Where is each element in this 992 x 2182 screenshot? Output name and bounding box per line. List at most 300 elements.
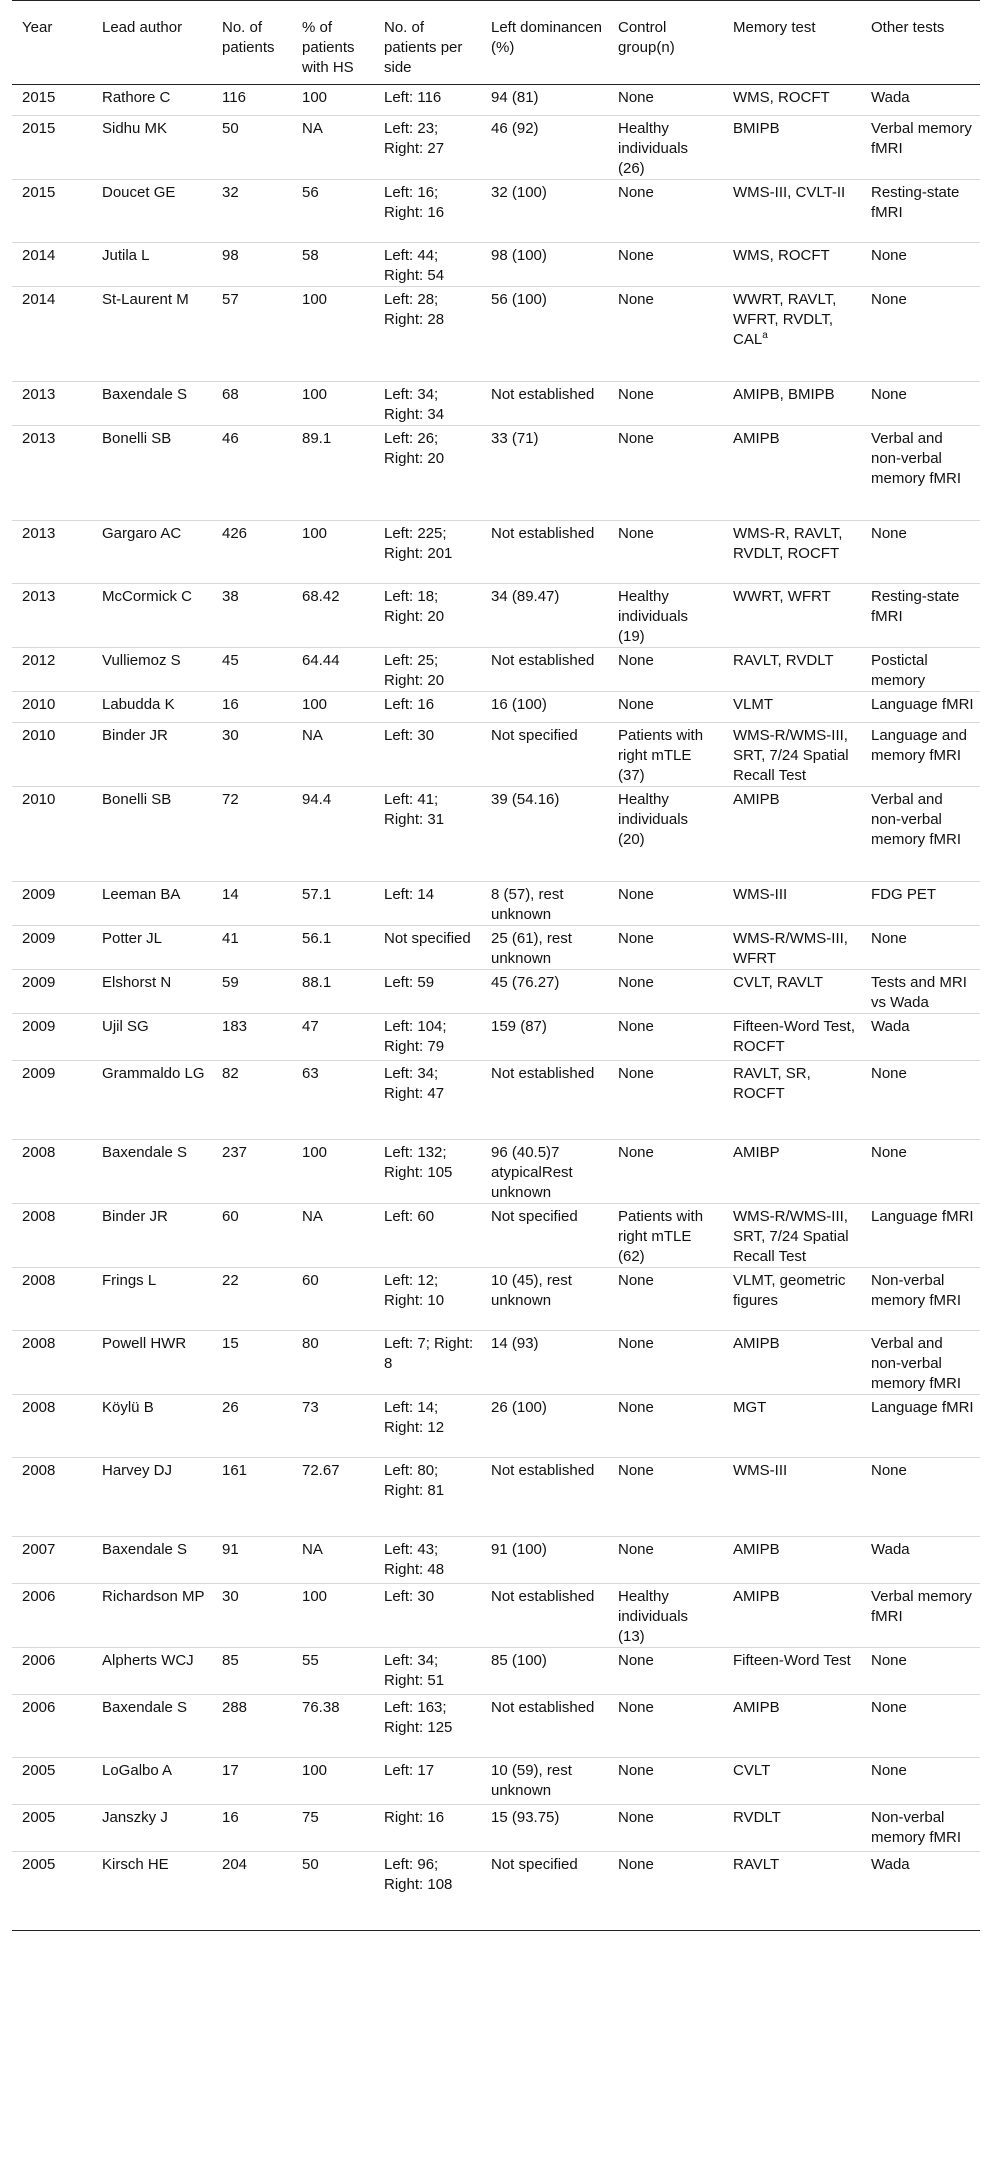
other-tests-cell: Wada — [861, 1537, 980, 1584]
per-side-cell: Left: 34; Right: 47 — [374, 1061, 481, 1140]
other-tests-cell: None — [861, 521, 980, 584]
other-tests-cell: Verbal memory fMRI — [861, 1584, 980, 1648]
patients-cell: 85 — [212, 1648, 292, 1695]
patients-cell: 288 — [212, 1695, 292, 1758]
left-dominance-cell: 10 (59), rest unknown — [481, 1758, 608, 1805]
memory-test-cell: WMS, ROCFT — [723, 243, 861, 287]
memory-test-cell: CVLT, RAVLT — [723, 970, 861, 1014]
table-row — [12, 382, 980, 426]
per-side-cell: Left: 132; Right: 105 — [374, 1140, 481, 1204]
pct-hs-cell: 100 — [292, 1584, 374, 1648]
other-tests-cell: None — [861, 926, 980, 970]
author-cell: Richardson MP — [92, 1584, 212, 1648]
table-row — [12, 723, 980, 787]
per-side-cell: Left: 12; Right: 10 — [374, 1268, 481, 1331]
author-cell: LoGalbo A — [92, 1758, 212, 1805]
per-side-cell: Left: 34; Right: 51 — [374, 1648, 481, 1695]
per-side-cell: Left: 96; Right: 108 — [374, 1852, 481, 1931]
control-group-cell: None — [608, 426, 723, 521]
per-side-cell: Right: 16 — [374, 1805, 481, 1852]
pct-hs-cell: 100 — [292, 287, 374, 382]
per-side-cell: Left: 59 — [374, 970, 481, 1014]
left-dominance-cell: Not established — [481, 1584, 608, 1648]
author-cell: Baxendale S — [92, 1140, 212, 1204]
control-group-cell: None — [608, 882, 723, 926]
patients-cell: 45 — [212, 648, 292, 692]
year-cell: 2013 — [12, 426, 92, 521]
table-row — [12, 85, 980, 116]
year-cell: 2009 — [12, 926, 92, 970]
year-cell: 2005 — [12, 1805, 92, 1852]
left-dominance-cell: Not established — [481, 521, 608, 584]
year-cell: 2015 — [12, 85, 92, 116]
table-row — [12, 243, 980, 287]
year-cell: 2014 — [12, 243, 92, 287]
other-tests-cell: None — [861, 1758, 980, 1805]
year-cell: 2008 — [12, 1331, 92, 1395]
pct-hs-cell: 72.67 — [292, 1458, 374, 1537]
memory-test-cell: WMS-III, CVLT-II — [723, 180, 861, 243]
per-side-cell: Left: 14 — [374, 882, 481, 926]
left-dominance-cell: Not established — [481, 1061, 608, 1140]
table-row — [12, 1014, 980, 1061]
other-tests-cell: Verbal and non-verbal memory fMRI — [861, 1331, 980, 1395]
per-side-cell: Left: 104; Right: 79 — [374, 1014, 481, 1061]
table-row — [12, 882, 980, 926]
year-cell: 2014 — [12, 287, 92, 382]
author-cell: Harvey DJ — [92, 1458, 212, 1537]
memory-test-cell: WMS-III — [723, 1458, 861, 1537]
pct-hs-cell: 64.44 — [292, 648, 374, 692]
table-row — [12, 1395, 980, 1458]
table-row — [12, 1537, 980, 1584]
memory-test-cell: Fifteen-Word Test — [723, 1648, 861, 1695]
patients-cell: 426 — [212, 521, 292, 584]
memory-test-cell: AMIPB — [723, 1537, 861, 1584]
per-side-cell: Left: 116 — [374, 85, 481, 116]
author-cell: Alpherts WCJ — [92, 1648, 212, 1695]
left-dominance-cell: 16 (100) — [481, 692, 608, 723]
control-group-cell: None — [608, 1758, 723, 1805]
memory-test-cell: WMS-R, RAVLT, RVDLT, ROCFT — [723, 521, 861, 584]
patients-cell: 183 — [212, 1014, 292, 1061]
table-row — [12, 1140, 980, 1204]
per-side-cell: Left: 23; Right: 27 — [374, 116, 481, 180]
left-dominance-cell: Not established — [481, 382, 608, 426]
control-group-cell: Healthy individuals (19) — [608, 584, 723, 648]
control-group-cell: None — [608, 648, 723, 692]
year-cell: 2006 — [12, 1695, 92, 1758]
other-tests-cell: Wada — [861, 85, 980, 116]
left-dominance-cell: 45 (76.27) — [481, 970, 608, 1014]
other-tests-cell: Language and memory fMRI — [861, 723, 980, 787]
control-group-cell: Patients with right mTLE (62) — [608, 1204, 723, 1268]
other-tests-cell: Verbal memory fMRI — [861, 116, 980, 180]
col-header-pct-hs: % of patients with HS — [292, 1, 374, 85]
table-row — [12, 584, 980, 648]
left-dominance-cell: 8 (57), rest unknown — [481, 882, 608, 926]
per-side-cell: Not specified — [374, 926, 481, 970]
year-cell: 2015 — [12, 116, 92, 180]
left-dominance-cell: 14 (93) — [481, 1331, 608, 1395]
pct-hs-cell: 56.1 — [292, 926, 374, 970]
author-cell: Leeman BA — [92, 882, 212, 926]
patients-cell: 38 — [212, 584, 292, 648]
left-dominance-cell: 26 (100) — [481, 1395, 608, 1458]
pct-hs-cell: 47 — [292, 1014, 374, 1061]
year-cell: 2013 — [12, 521, 92, 584]
control-group-cell: None — [608, 1014, 723, 1061]
control-group-cell: None — [608, 926, 723, 970]
other-tests-cell: None — [861, 1695, 980, 1758]
left-dominance-cell: 15 (93.75) — [481, 1805, 608, 1852]
per-side-cell: Left: 16 — [374, 692, 481, 723]
memory-test-cell: AMIPB — [723, 1584, 861, 1648]
patients-cell: 237 — [212, 1140, 292, 1204]
table-row — [12, 116, 980, 180]
left-dominance-cell: Not specified — [481, 1204, 608, 1268]
left-dominance-cell: 25 (61), rest unknown — [481, 926, 608, 970]
year-cell: 2010 — [12, 787, 92, 882]
patients-cell: 41 — [212, 926, 292, 970]
other-tests-cell: None — [861, 1648, 980, 1695]
year-cell: 2015 — [12, 180, 92, 243]
pct-hs-cell: 75 — [292, 1805, 374, 1852]
patients-cell: 50 — [212, 116, 292, 180]
table-row — [12, 1695, 980, 1758]
other-tests-cell: None — [861, 382, 980, 426]
left-dominance-cell: 10 (45), rest unknown — [481, 1268, 608, 1331]
pct-hs-cell: 100 — [292, 1140, 374, 1204]
author-cell: Janszky J — [92, 1805, 212, 1852]
left-dominance-cell: 94 (81) — [481, 85, 608, 116]
memory-test-cell: AMIBP — [723, 1140, 861, 1204]
control-group-cell: Healthy individuals (26) — [608, 116, 723, 180]
year-cell: 2005 — [12, 1852, 92, 1931]
patients-cell: 30 — [212, 723, 292, 787]
other-tests-cell: Language fMRI — [861, 1204, 980, 1268]
memory-test-cell: BMIPB — [723, 116, 861, 180]
control-group-cell: None — [608, 970, 723, 1014]
per-side-cell: Left: 163; Right: 125 — [374, 1695, 481, 1758]
patients-cell: 204 — [212, 1852, 292, 1931]
author-cell: Ujil SG — [92, 1014, 212, 1061]
memory-test-cell: WWRT, RAVLT, WFRT, RVDLT, CAL$^a$ — [723, 287, 861, 382]
year-cell: 2009 — [12, 1014, 92, 1061]
other-tests-cell: Non-verbal memory fMRI — [861, 1268, 980, 1331]
year-cell: 2006 — [12, 1648, 92, 1695]
col-header-per-side: No. of patients per side — [374, 1, 481, 85]
control-group-cell: Patients with right mTLE (37) — [608, 723, 723, 787]
memory-test-cell: WMS-R/WMS-III, SRT, 7/24 Spatial Recall Test — [723, 723, 861, 787]
memory-test-cell: RAVLT, SR, ROCFT — [723, 1061, 861, 1140]
author-cell: Binder JR — [92, 1204, 212, 1268]
per-side-cell: Left: 26; Right: 20 — [374, 426, 481, 521]
table-row — [12, 287, 980, 382]
pct-hs-cell: NA — [292, 723, 374, 787]
control-group-cell: None — [608, 85, 723, 116]
table-row — [12, 1204, 980, 1268]
pct-hs-cell: 55 — [292, 1648, 374, 1695]
left-dominance-cell: 98 (100) — [481, 243, 608, 287]
memory-test-cell: AMIPB — [723, 1695, 861, 1758]
year-cell: 2009 — [12, 970, 92, 1014]
patients-cell: 116 — [212, 85, 292, 116]
pct-hs-cell: 63 — [292, 1061, 374, 1140]
patients-cell: 82 — [212, 1061, 292, 1140]
memory-test-cell: AMIPB — [723, 1331, 861, 1395]
table-row — [12, 1061, 980, 1140]
pct-hs-cell: NA — [292, 1537, 374, 1584]
patients-cell: 72 — [212, 787, 292, 882]
col-header-lead-author: Lead author — [92, 1, 212, 85]
table-body — [12, 85, 980, 1931]
other-tests-cell: Resting-state fMRI — [861, 180, 980, 243]
other-tests-cell: Language fMRI — [861, 1395, 980, 1458]
control-group-cell: None — [608, 692, 723, 723]
author-cell: Gargaro AC — [92, 521, 212, 584]
memory-test-cell: VLMT — [723, 692, 861, 723]
memory-test-cell: AMIPB — [723, 787, 861, 882]
per-side-cell: Left: 30 — [374, 1584, 481, 1648]
table-row — [12, 648, 980, 692]
author-cell: Potter JL — [92, 926, 212, 970]
patients-cell: 57 — [212, 287, 292, 382]
patients-cell: 32 — [212, 180, 292, 243]
footnote-mark: a — [762, 330, 768, 341]
control-group-cell: Healthy individuals (13) — [608, 1584, 723, 1648]
author-cell: Baxendale S — [92, 1695, 212, 1758]
pct-hs-cell: 80 — [292, 1331, 374, 1395]
other-tests-cell: Tests and MRI vs Wada — [861, 970, 980, 1014]
pct-hs-cell: 56 — [292, 180, 374, 243]
patients-cell: 59 — [212, 970, 292, 1014]
left-dominance-cell: Not specified — [481, 723, 608, 787]
left-dominance-cell: Not established — [481, 1695, 608, 1758]
table-row — [12, 1648, 980, 1695]
table-row — [12, 1805, 980, 1852]
pct-hs-cell: 100 — [292, 521, 374, 584]
control-group-cell: None — [608, 287, 723, 382]
author-cell: Vulliemoz S — [92, 648, 212, 692]
control-group-cell: None — [608, 243, 723, 287]
control-group-cell: None — [608, 1268, 723, 1331]
control-group-cell: None — [608, 382, 723, 426]
other-tests-cell: None — [861, 287, 980, 382]
control-group-cell: None — [608, 1648, 723, 1695]
left-dominance-cell: 85 (100) — [481, 1648, 608, 1695]
author-cell: St-Laurent M — [92, 287, 212, 382]
author-cell: Sidhu MK — [92, 116, 212, 180]
year-cell: 2006 — [12, 1584, 92, 1648]
patients-cell: 15 — [212, 1331, 292, 1395]
pct-hs-cell: 89.1 — [292, 426, 374, 521]
left-dominance-cell: 96 (40.5)7 atypicalRest unknown — [481, 1140, 608, 1204]
patients-cell: 22 — [212, 1268, 292, 1331]
per-side-cell: Left: 7; Right: 8 — [374, 1331, 481, 1395]
author-cell: Frings L — [92, 1268, 212, 1331]
year-cell: 2008 — [12, 1395, 92, 1458]
pct-hs-cell: 100 — [292, 1758, 374, 1805]
author-cell: Doucet GE — [92, 180, 212, 243]
left-dominance-cell: Not established — [481, 1458, 608, 1537]
patients-cell: 68 — [212, 382, 292, 426]
other-tests-cell: Wada — [861, 1014, 980, 1061]
year-cell: 2008 — [12, 1140, 92, 1204]
per-side-cell: Left: 17 — [374, 1758, 481, 1805]
per-side-cell: Left: 25; Right: 20 — [374, 648, 481, 692]
pct-hs-cell: 100 — [292, 85, 374, 116]
other-tests-cell: None — [861, 1458, 980, 1537]
control-group-cell: None — [608, 1061, 723, 1140]
left-dominance-cell: 32 (100) — [481, 180, 608, 243]
pct-hs-cell: 100 — [292, 382, 374, 426]
author-cell: Kirsch HE — [92, 1852, 212, 1931]
memory-test-cell: Fifteen-Word Test, ROCFT — [723, 1014, 861, 1061]
memory-test-cell: WMS-III — [723, 882, 861, 926]
memory-test-cell: WMS-R/WMS-III, SRT, 7/24 Spatial Recall Test — [723, 1204, 861, 1268]
table-row — [12, 1458, 980, 1537]
col-header-patients: No. of patients — [212, 1, 292, 85]
control-group-cell: None — [608, 1695, 723, 1758]
per-side-cell: Left: 43; Right: 48 — [374, 1537, 481, 1584]
other-tests-cell: Wada — [861, 1852, 980, 1931]
pct-hs-cell: NA — [292, 116, 374, 180]
per-side-cell: Left: 225; Right: 201 — [374, 521, 481, 584]
year-cell: 2009 — [12, 1061, 92, 1140]
table-row — [12, 926, 980, 970]
studies-table — [12, 0, 980, 1931]
other-tests-cell: None — [861, 243, 980, 287]
other-tests-cell: FDG PET — [861, 882, 980, 926]
table-row — [12, 426, 980, 521]
left-dominance-cell: 91 (100) — [481, 1537, 608, 1584]
per-side-cell: Left: 80; Right: 81 — [374, 1458, 481, 1537]
table-row — [12, 1852, 980, 1931]
per-side-cell: Left: 41; Right: 31 — [374, 787, 481, 882]
patients-cell: 161 — [212, 1458, 292, 1537]
author-cell: Baxendale S — [92, 1537, 212, 1584]
other-tests-cell: Resting-state fMRI — [861, 584, 980, 648]
pct-hs-cell: 58 — [292, 243, 374, 287]
left-dominance-cell: Not established — [481, 648, 608, 692]
col-header-other-tests: Other tests — [861, 1, 980, 85]
patients-cell: 30 — [212, 1584, 292, 1648]
table-row — [12, 1584, 980, 1648]
other-tests-cell: Verbal and non-verbal memory fMRI — [861, 426, 980, 521]
author-cell: Grammaldo LG — [92, 1061, 212, 1140]
other-tests-cell: Postictal memory — [861, 648, 980, 692]
memory-test-cell: CVLT — [723, 1758, 861, 1805]
per-side-cell: Left: 14; Right: 12 — [374, 1395, 481, 1458]
control-group-cell: None — [608, 1805, 723, 1852]
control-group-cell: None — [608, 1140, 723, 1204]
author-cell: Elshorst N — [92, 970, 212, 1014]
year-cell: 2010 — [12, 723, 92, 787]
table-row — [12, 521, 980, 584]
author-cell: McCormick C — [92, 584, 212, 648]
author-cell: Köylü B — [92, 1395, 212, 1458]
year-cell: 2010 — [12, 692, 92, 723]
table-container — [12, 0, 980, 1931]
patients-cell: 60 — [212, 1204, 292, 1268]
author-cell: Powell HWR — [92, 1331, 212, 1395]
pct-hs-cell: NA — [292, 1204, 374, 1268]
patients-cell: 16 — [212, 692, 292, 723]
other-tests-cell: Non-verbal memory fMRI — [861, 1805, 980, 1852]
left-dominance-cell: 33 (71) — [481, 426, 608, 521]
header-row — [12, 1, 980, 85]
pct-hs-cell: 57.1 — [292, 882, 374, 926]
patients-cell: 46 — [212, 426, 292, 521]
year-cell: 2008 — [12, 1458, 92, 1537]
patients-cell: 91 — [212, 1537, 292, 1584]
author-cell: Bonelli SB — [92, 787, 212, 882]
year-cell: 2013 — [12, 584, 92, 648]
table-row — [12, 692, 980, 723]
col-header-memory-test: Memory test — [723, 1, 861, 85]
other-tests-cell: None — [861, 1140, 980, 1204]
per-side-cell: Left: 28; Right: 28 — [374, 287, 481, 382]
col-header-year: Year — [12, 1, 92, 85]
memory-test-cell: RVDLT — [723, 1805, 861, 1852]
left-dominance-cell: 39 (54.16) — [481, 787, 608, 882]
pct-hs-cell: 68.42 — [292, 584, 374, 648]
left-dominance-cell: 56 (100) — [481, 287, 608, 382]
left-dominance-cell: 46 (92) — [481, 116, 608, 180]
control-group-cell: None — [608, 1331, 723, 1395]
year-cell: 2005 — [12, 1758, 92, 1805]
pct-hs-cell: 88.1 — [292, 970, 374, 1014]
other-tests-cell: None — [861, 1061, 980, 1140]
author-cell: Labudda K — [92, 692, 212, 723]
patients-cell: 98 — [212, 243, 292, 287]
per-side-cell: Left: 44; Right: 54 — [374, 243, 481, 287]
year-cell: 2008 — [12, 1268, 92, 1331]
memory-test-cell: WMS, ROCFT — [723, 85, 861, 116]
left-dominance-cell: 34 (89.47) — [481, 584, 608, 648]
control-group-cell: None — [608, 1395, 723, 1458]
table-row — [12, 787, 980, 882]
other-tests-cell: Verbal and non-verbal memory fMRI — [861, 787, 980, 882]
year-cell: 2013 — [12, 382, 92, 426]
memory-test-cell: RAVLT, RVDLT — [723, 648, 861, 692]
control-group-cell: Healthy individuals (20) — [608, 787, 723, 882]
table-row — [12, 180, 980, 243]
per-side-cell: Left: 18; Right: 20 — [374, 584, 481, 648]
memory-test-cell: WMS-R/WMS-III, WFRT — [723, 926, 861, 970]
table-row — [12, 1268, 980, 1331]
left-dominance-cell: Not specified — [481, 1852, 608, 1931]
pct-hs-cell: 60 — [292, 1268, 374, 1331]
author-cell: Bonelli SB — [92, 426, 212, 521]
other-tests-cell: Language fMRI — [861, 692, 980, 723]
per-side-cell: Left: 30 — [374, 723, 481, 787]
year-cell: 2009 — [12, 882, 92, 926]
memory-test-cell: VLMT, geometric figures — [723, 1268, 861, 1331]
per-side-cell: Left: 16; Right: 16 — [374, 180, 481, 243]
year-cell: 2007 — [12, 1537, 92, 1584]
control-group-cell: None — [608, 521, 723, 584]
control-group-cell: None — [608, 1458, 723, 1537]
author-cell: Baxendale S — [92, 382, 212, 426]
table-row — [12, 1758, 980, 1805]
year-cell: 2008 — [12, 1204, 92, 1268]
pct-hs-cell: 50 — [292, 1852, 374, 1931]
control-group-cell: None — [608, 1537, 723, 1584]
year-cell: 2012 — [12, 648, 92, 692]
table-row — [12, 970, 980, 1014]
